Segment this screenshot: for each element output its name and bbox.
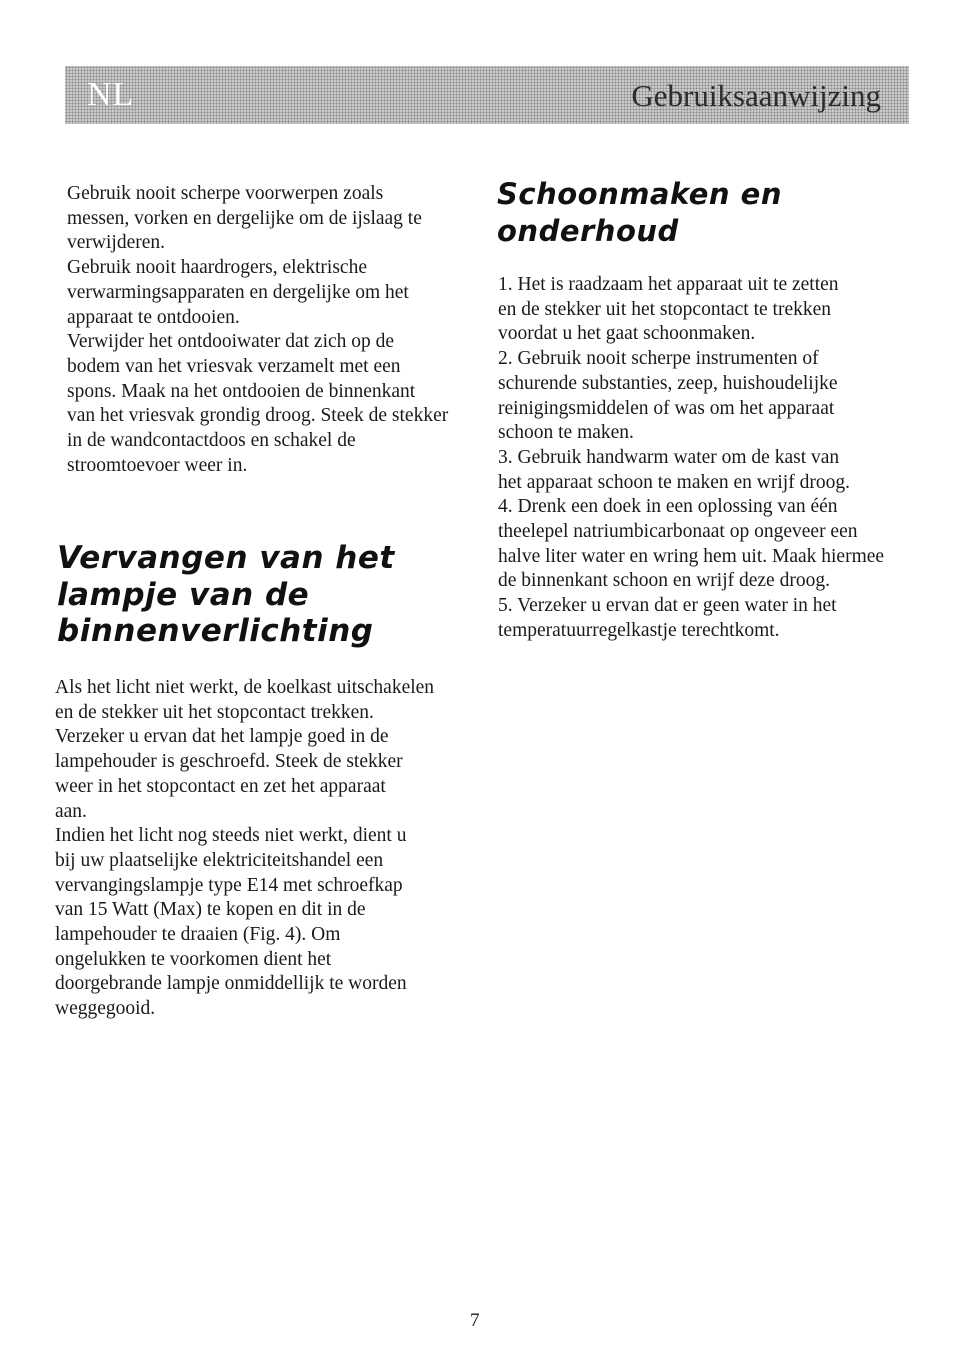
lamp-section-body: [55, 676, 434, 1022]
text-line: weer in het stopcontact en zet het apparaat: [55, 775, 386, 797]
heading-line: Vervangen van het: [57, 540, 395, 576]
text-line: bodem van het vriesvak verzamelt met een: [67, 355, 401, 377]
text-line: en de stekker uit het stopcontact trekken.: [55, 701, 374, 723]
header-bar: [65, 66, 909, 124]
text-line: halve liter water en wring hem uit. Maak hiermee: [498, 545, 885, 567]
text-line: verwijderen.: [67, 232, 165, 254]
text-line: van het vriesvak grondig droog. Steek de stekker: [67, 405, 449, 427]
text-line: 3. Gebruik handwarm water om de kast van: [498, 446, 840, 468]
text-line: de binnenkant schoon en wrijf deze droog.: [498, 570, 830, 592]
text-line: en de stekker uit het stopcontact te trekken: [498, 298, 832, 320]
text-line: 2. Gebruik nooit scherpe instrumenten of: [498, 348, 819, 370]
text-line: Gebruik nooit scherpe voorwerpen zoals: [67, 183, 384, 204]
defrost-paragraph: [67, 182, 448, 478]
text-line: ongelukken te voorkomen dient het: [55, 948, 332, 970]
heading-line: binnenverlichting: [57, 613, 374, 649]
text-line: bij uw plaatselijke elektriciteitshandel een: [55, 849, 384, 871]
text-line: Indien het licht nog steeds niet werkt, dient u: [55, 825, 407, 847]
text-line: Verwijder het ontdooiwater dat zich op de: [67, 331, 395, 353]
lamp-section-heading: [57, 540, 395, 650]
text-line: lampehouder te draaien (Fig. 4). Om: [55, 924, 341, 946]
text-line: 5. Verzeker u ervan dat er geen water in het: [498, 595, 837, 617]
text-line: voordat u het gaat schoonmaken.: [498, 323, 756, 345]
cleaning-section-heading: [497, 176, 782, 250]
text-line: spons. Maak na het ontdooien de binnenkant: [67, 380, 416, 402]
text-line: lampehouder is geschroefd. Steek de stekker: [55, 751, 403, 773]
cleaning-section-body: [498, 273, 884, 644]
text-line: apparaat te ontdooien.: [67, 306, 240, 328]
text-line: verwarmingsapparaten en dergelijke om het: [67, 281, 409, 303]
text-line: schoon te maken.: [498, 422, 634, 444]
text-line: theelepel natriumbicarbonaat op ongeveer een: [498, 521, 858, 543]
text-line: schurende substanties, zeep, huishoudelijke: [498, 372, 838, 394]
text-line: messen, vorken en dergelijke om de ijslaag te: [67, 207, 422, 229]
text-line: 4. Drenk een doek in een oplossing van één: [498, 496, 838, 518]
text-line: het apparaat schoon te maken en wrijf droog.: [498, 471, 850, 493]
manual-title: Gebruiksaanwijzing: [631, 78, 881, 113]
text-line: Verzeker u ervan dat het lampje goed in de: [55, 726, 389, 748]
text-line: doorgebrande lampje onmiddellijk te worden: [55, 973, 407, 995]
text-line: Als het licht niet werkt, de koelkast uitschakelen: [55, 677, 435, 698]
text-line: Gebruik nooit haardrogers, elektrische: [67, 257, 367, 279]
text-line: temperatuurregelkastje terechtkomt.: [498, 619, 780, 641]
heading-line: onderhoud: [497, 214, 679, 248]
text-line: in de wandcontactdoos en schakel de: [67, 430, 356, 452]
text-line: weggegooid.: [55, 998, 156, 1020]
text-line: 1. Het is raadzaam het apparaat uit te zetten: [498, 274, 839, 295]
text-line: vervangingslampje type E14 met schroefkap: [55, 874, 403, 896]
text-line: van 15 Watt (Max) te kopen en dit in de: [55, 899, 366, 921]
page-number: 7: [470, 1310, 480, 1331]
language-code: NL: [87, 76, 135, 113]
text-line: aan.: [55, 800, 87, 822]
heading-line: Schoonmaken en: [497, 177, 782, 211]
heading-line: lampje van de: [57, 576, 310, 613]
text-line: stroomtoevoer weer in.: [67, 454, 248, 476]
text-line: reinigingsmiddelen of was om het apparaat: [498, 397, 835, 419]
